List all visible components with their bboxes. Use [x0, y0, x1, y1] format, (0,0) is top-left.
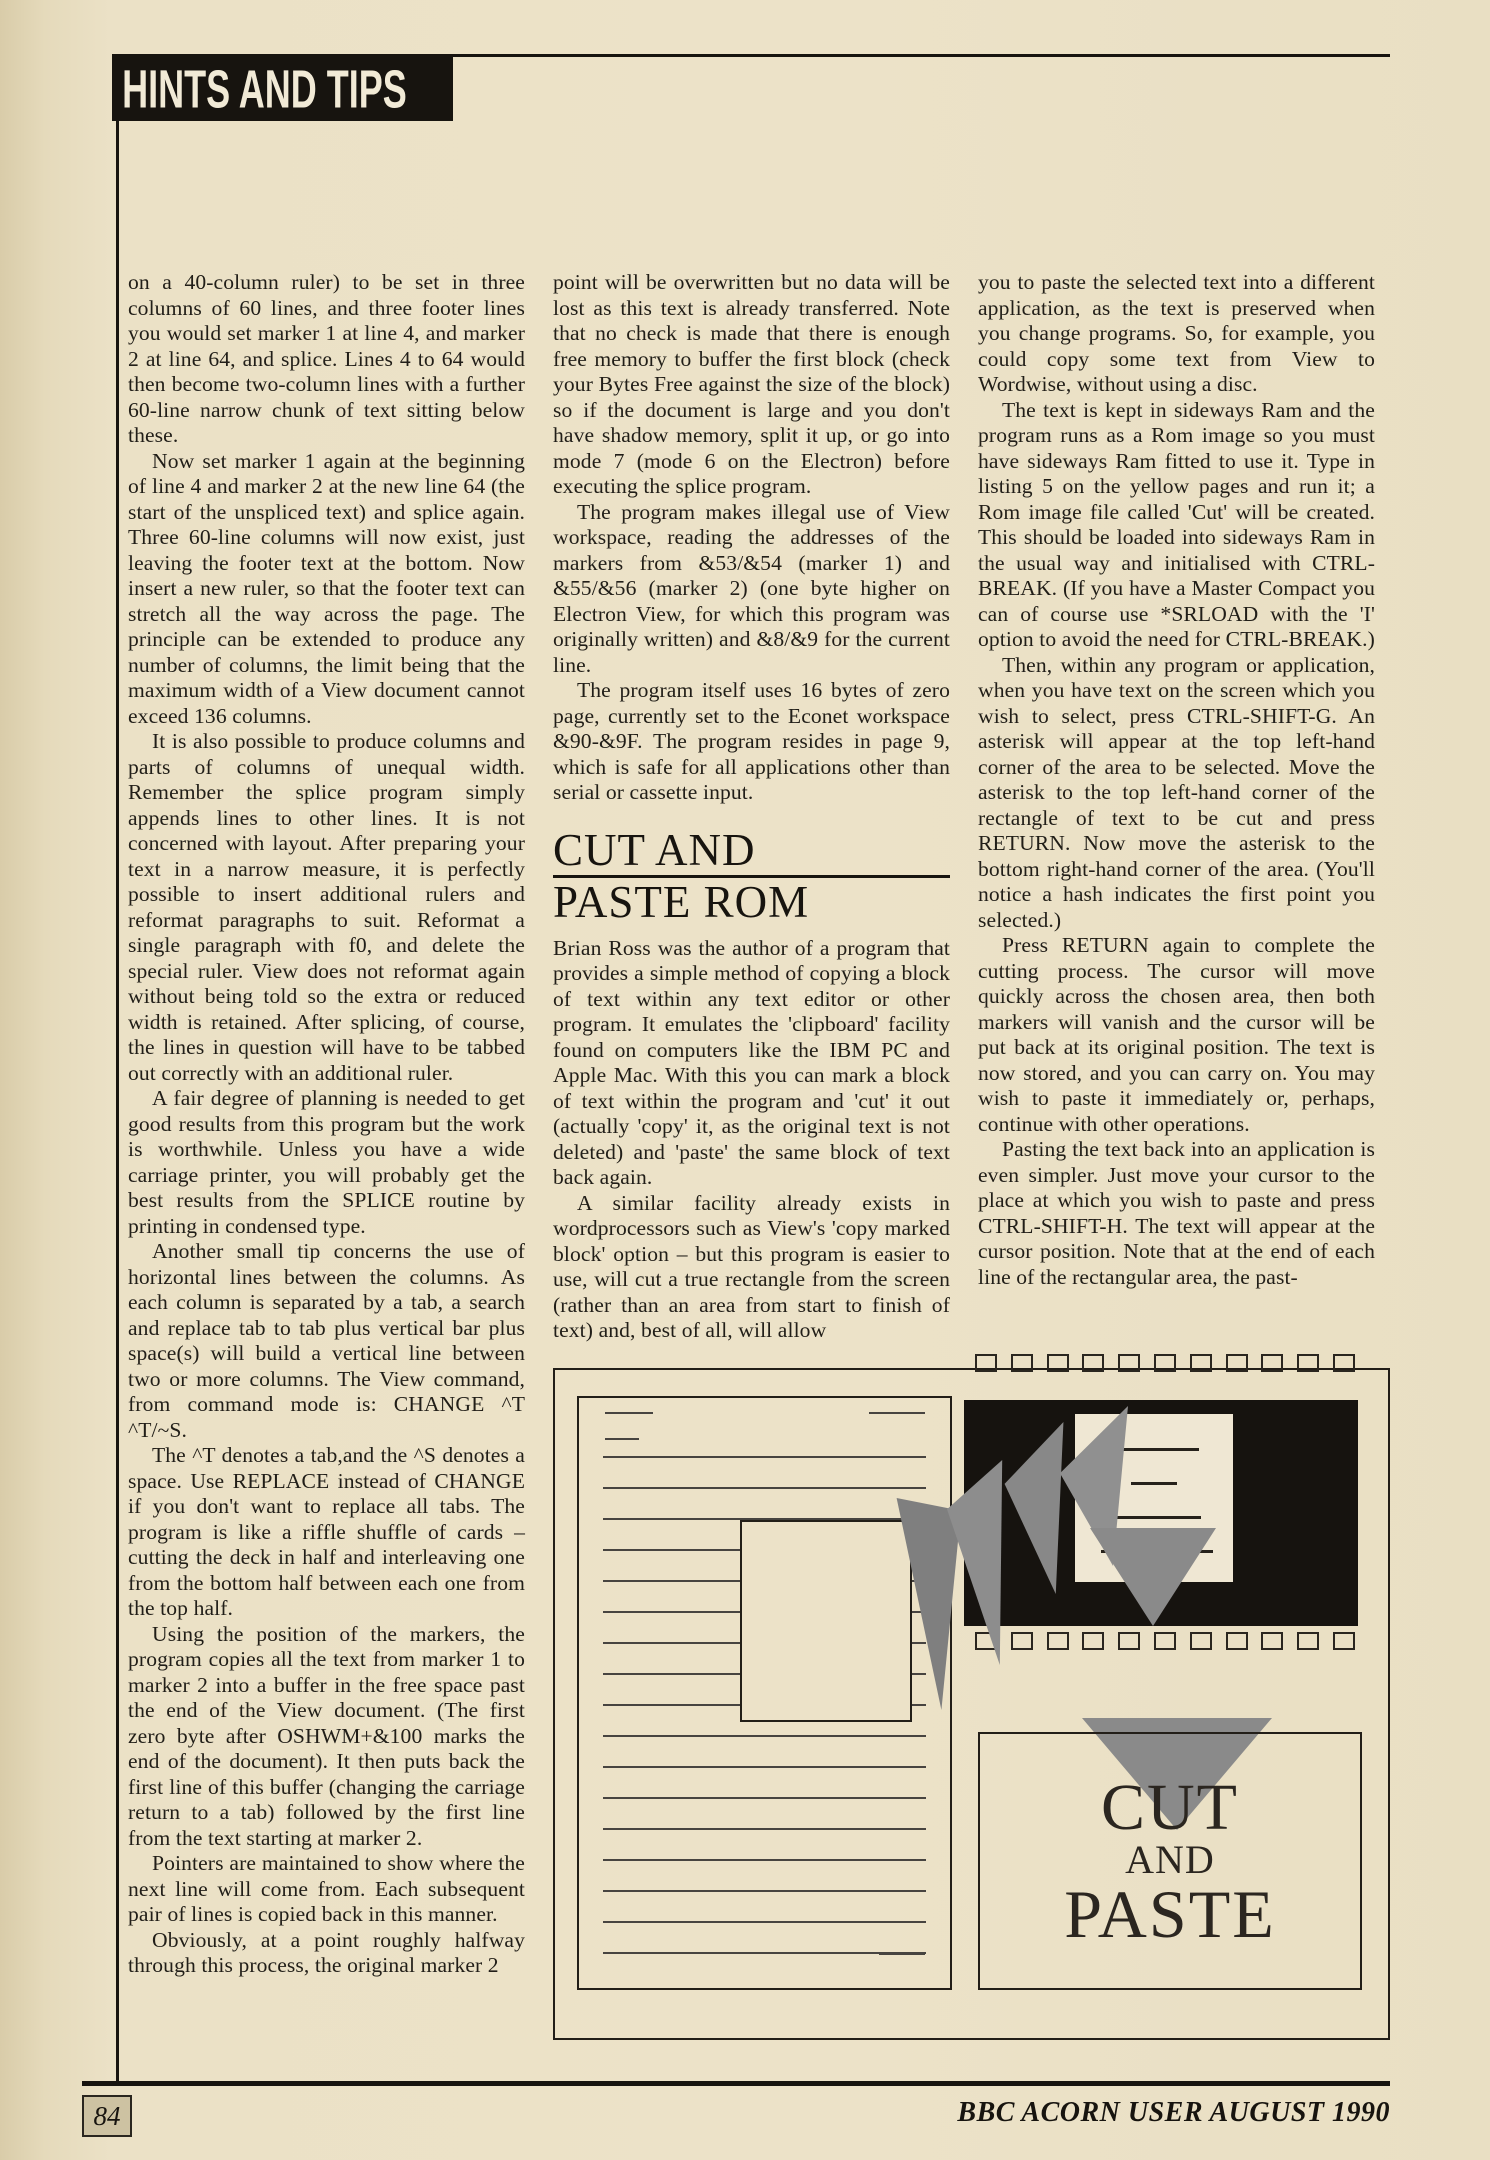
paragraph: Pasting the text back into an application is even simpler. Just move your cursor to the place at which you wish to paste and press CTRL-SHIFT-H. The text will appear at the cursor position. Note that at the end of each line of the rectangular area, the past-	[978, 1137, 1375, 1289]
text-column-1	[128, 270, 525, 1979]
paste-label: PASTE	[1064, 1876, 1276, 1952]
paragraph: Then, within any program or application, when you have text on the screen which you wish to select, press CTRL-SHIFT-G. An asterisk will appear at the top left-hand corner of the area to be selected. Move the asterisk to the top left-hand corner of the rectangle of text to be cut and press RETURN. Now move the asterisk to the bottom right-hand corner of the area. (You'll notice a hash indicates the first point you selected.)	[978, 652, 1375, 932]
sprocket-row-bottom	[975, 1632, 1355, 1652]
paragraph: The ^T denotes a tab,and the ^S denotes a space. Use REPLACE instead of CHANGE if you don't want to replace all tabs. The program is like a riffle shuffle of cards – cutting the deck in half and interleaving one from the bottom half between each one from the top half.	[128, 1443, 525, 1620]
paragraph: The text is kept in sideways Ram and the program runs as a Rom image so you must have sideways Ram fitted to use it. Type in listing 5 on the yellow pages and run it; a Rom image file called 'Cut' will be created. This should be loaded into sideways Ram in the usual way and initialised with CTRL-BREAK. (If you have a Master Compact you can of course use *SRLOAD with the 'I' option to avoid the need for CTRL-BREAK.)	[978, 397, 1375, 651]
cut-and-paste-illustration	[553, 1368, 1390, 2040]
paragraph: The program makes illegal use of View workspace, reading the addresses of the markers from &53/&54 (marker 1) and &55/&56 (marker 2) (one byte higher on Electron View, for which this program was originally written) and &8/&9 for the current line.	[553, 499, 950, 677]
paragraph: Pointers are maintained to show where the next line will come from. Each subsequent pair of lines is copied back in this manner.	[128, 1851, 525, 1926]
paragraph: It is also possible to produce columns and parts of columns of unequal width. Remember the splice program simply appends lines to other lines. It is not concerned with layout. After preparing your text in a narrow measure, it is perfectly possible to insert additional rulers and reformat paragraphs to suit. Reformat a single paragraph with f0, and delete the special ruler. View does not reformat again without being told so the extra or reduced width is retained. After splicing, of course, the lines in question will have to be tabbed out correctly with an additional ruler.	[128, 729, 525, 1085]
paragraph: Another small tip concerns the use of horizontal lines between the columns. As each column is separated by a tab, a search and replace tab to tab plus vertical bar plus space(s) will build a vertical line between two or more columns. The View command, from command mode is: CHANGE ^T ^T/~S.	[128, 1239, 525, 1442]
paragraph: A fair degree of planning is needed to get good results from this program but the work is worthwhile. Unless you have a wide carriage printer, you will probably get the best results from the SPLICE routine by printing in condensed type.	[128, 1086, 525, 1238]
pasted-page-line	[1131, 1482, 1177, 1485]
document-page-drawing	[577, 1396, 952, 1990]
paragraph: Brian Ross was the author of a program that provides a simple method of copying a block of text within any text editor or other program. It emulates the 'clipboard' facility found on computers like the IBM PC and Apple Mac. With this you can mark a block of text within the program and 'cut' it out (actually 'copy' it, as the original text is not deleted) and 'paste' the same block of text back again.	[553, 935, 950, 1189]
paragraph: The program itself uses 16 bytes of zero page, currently set to the Econet workspace &90-&9F. The program resides in page 9, which is safe for all applications other than serial or cassette input.	[553, 678, 950, 804]
paragraph: A similar facility already exists in wordprocessors such as View's 'copy marked block' option – but this program is easier to use, will cut a true rectangle from the screen (rather than an area from start to finish of text) and, best of all, will allow	[553, 1190, 950, 1342]
paragraph: Now set marker 1 again at the beginning of line 4 and marker 2 at the new line 64 (the start of the unspliced text) and splice again. Three 60-line columns will now exist, just leaving the footer text at the bottom. Now insert a new ruler, so that the footer text can stretch all the way across the page. The principle can be extended to produce any number of columns, the limit being that the maximum width of a View document cannot exceed 136 columns.	[128, 448, 525, 728]
footer-rule	[82, 2081, 1390, 2086]
paragraph: Press RETURN again to complete the cutting process. The cursor will move quickly across the chosen area, then both markers will vanish and the cursor will be put back at its original position. The text is now stored, and you can carry on. You may wish to paste it immediately or, perhaps, continue with other operations.	[978, 933, 1375, 1136]
section-banner	[112, 57, 453, 121]
and-label: AND	[1125, 1837, 1215, 1882]
paragraph: Obviously, at a point roughly halfway through this process, the original marker 2	[128, 1927, 525, 1977]
selected-block-rectangle	[740, 1520, 912, 1722]
text-column-2	[553, 270, 950, 1344]
cut-label: CUT	[1101, 1771, 1239, 1844]
section-heading-line2: PASTE ROM	[553, 876, 810, 927]
ruler-dash	[879, 1953, 925, 1955]
ruler-dash	[869, 1412, 925, 1414]
cut-and-paste-label-box	[978, 1732, 1362, 1990]
text-column-3	[978, 270, 1375, 1290]
sprocket-row-top	[975, 1354, 1355, 1374]
paragraph: on a 40-column ruler) to be set in three columns of 60 lines, and three footer lines you would set marker 1 at line 4, and marker 2 at line 64, and splice. Lines 4 to 64 would then become two-column lines with a further 60-line narrow chunk of text sitting below these.	[128, 270, 525, 447]
paragraph: you to paste the selected text into a different application, as the text is preserved when you change programs. So, for example, you could copy some text from View to Wordwise, without using a disc.	[978, 270, 1375, 396]
page-number: 84	[82, 2095, 132, 2137]
section-banner-label: HINTS AND TIPS	[122, 58, 407, 120]
section-heading	[553, 824, 950, 927]
left-margin-rule	[116, 121, 119, 2083]
section-heading-line1: CUT AND	[553, 824, 756, 875]
paragraph: Using the position of the markers, the program copies all the text from marker 1 to marker 2 into a buffer in the free space past the end of the View document. (The first zero byte after OSHWM+&100 marks the end of the document). It then puts back the first line of this buffer (changing the carriage return to a tab) followed by the first line from the text starting at marker 2.	[128, 1621, 525, 1850]
ruler-dash	[605, 1412, 653, 1414]
ruler-dash	[605, 1438, 639, 1440]
paragraph: point will be overwritten but no data will be lost as this text is already transferred. Note that no check is made that there is enough free memory to buffer the first block (check your Bytes Free against the size of the block) so if the document is large and you don't have shadow memory, split it up, or go into mode 7 (mode 6 on the Electron) before executing the splice program.	[553, 270, 950, 498]
magazine-title-footer: BBC ACORN USER AUGUST 1990	[957, 2097, 1390, 2128]
